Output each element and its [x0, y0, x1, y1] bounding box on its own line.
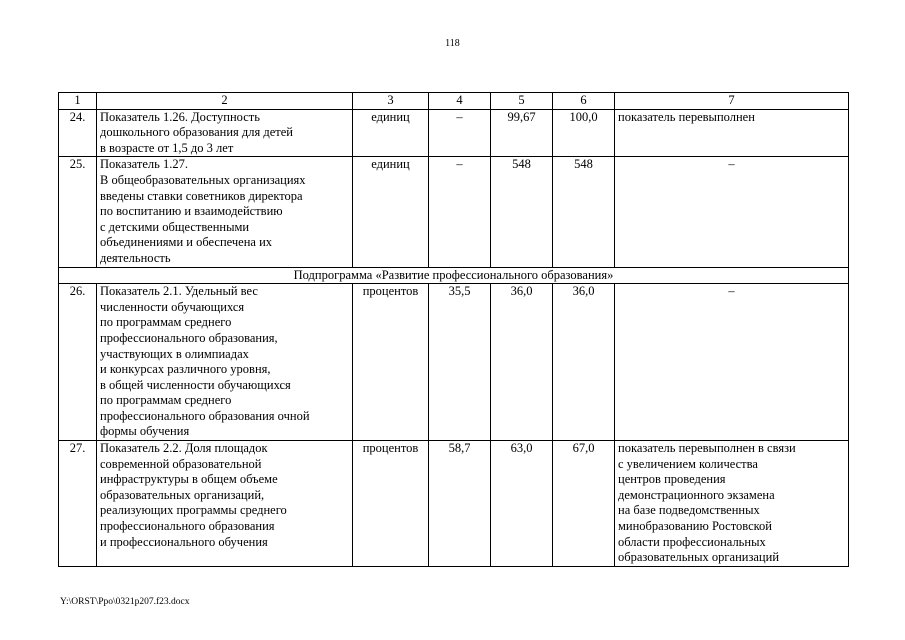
note-cell: показатель перевыполнен [615, 109, 849, 157]
value-cell: 99,67 [491, 109, 553, 157]
header-cell: 4 [429, 93, 491, 110]
row-number: 24. [59, 109, 97, 157]
header-cell: 1 [59, 93, 97, 110]
value-cell: 36,0 [491, 284, 553, 441]
value-cell: 100,0 [553, 109, 615, 157]
value-cell: – [429, 157, 491, 267]
indicator-name: Показатель 2.1. Удельный вес численности обучающихся по программам среднего профессионального образования, участвующих в олимпиадах и конкурсах различного уровня, в общей численности обучающихся по программам среднего профессионального образования очной формы обучения [97, 284, 353, 441]
indicators-table [58, 92, 849, 567]
footer-file-path: Y:\ORST\Ppo\0321p207.f23.docx [60, 597, 190, 607]
header-cell: 7 [615, 93, 849, 110]
note-cell: – [615, 284, 849, 441]
indicator-name: Показатель 1.26. Доступность дошкольного образования для детей в возрасте от 1,5 до 3 лет [97, 109, 353, 157]
value-cell: 67,0 [553, 441, 615, 567]
subprogram-title: Подпрограмма «Развитие профессионального образования» [59, 267, 849, 284]
indicator-name: Показатель 2.2. Доля площадок современной образовательной инфраструктуры в общем объеме образовательных организаций, реализующих программы среднего профессионального образования и профессионального обучения [97, 441, 353, 567]
header-cell: 5 [491, 93, 553, 110]
value-cell: 548 [491, 157, 553, 267]
header-cell: 6 [553, 93, 615, 110]
table-row [59, 284, 849, 441]
value-cell: – [429, 109, 491, 157]
table-row [59, 441, 849, 567]
row-number: 25. [59, 157, 97, 267]
table-row [59, 157, 849, 267]
value-cell: 548 [553, 157, 615, 267]
row-number: 27. [59, 441, 97, 567]
unit-cell: процентов [353, 441, 429, 567]
note-cell: показатель перевыполнен в связи с увеличением количества центров проведения демонстрационного экзамена на базе подведомственных минобразованию Ростовской области профессиональных образовательных организаций [615, 441, 849, 567]
header-cell: 3 [353, 93, 429, 110]
unit-cell: единиц [353, 157, 429, 267]
row-number: 26. [59, 284, 97, 441]
value-cell: 36,0 [553, 284, 615, 441]
table-row [59, 109, 849, 157]
header-cell: 2 [97, 93, 353, 110]
page-number: 118 [445, 38, 460, 49]
value-cell: 35,5 [429, 284, 491, 441]
table-header-row [59, 93, 849, 110]
unit-cell: единиц [353, 109, 429, 157]
note-cell: – [615, 157, 849, 267]
value-cell: 58,7 [429, 441, 491, 567]
indicator-name: Показатель 1.27. В общеобразовательных организациях введены ставки советников директора по воспитанию и взаимодействию с детскими общественными объединениями и обеспечена их деятельность [97, 157, 353, 267]
value-cell: 63,0 [491, 441, 553, 567]
unit-cell: процентов [353, 284, 429, 441]
subprogram-row [59, 267, 849, 284]
